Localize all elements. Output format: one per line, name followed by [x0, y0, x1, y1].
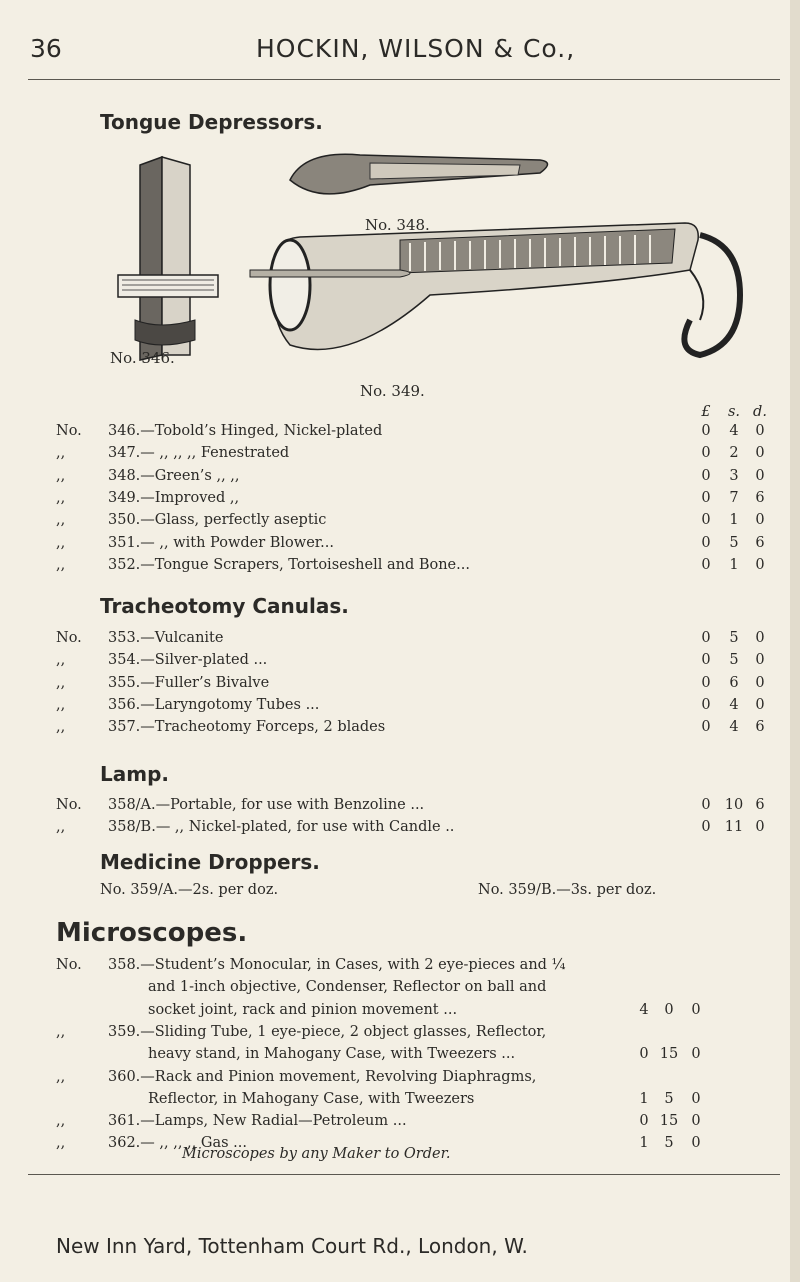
microscope-line: and 1-inch objective, Condenser, Reflector on ball and	[148, 979, 547, 996]
item-description: 349.—Improved ,,	[108, 489, 240, 506]
item-description: 357.—Tracheotomy Forceps, 2 blades	[108, 719, 386, 736]
list-item	[56, 719, 780, 741]
no-349-illustration	[250, 223, 740, 355]
item-prefix: ,,	[56, 1068, 66, 1085]
price-shillings: 1	[729, 556, 739, 573]
fig-label-348: No. 348.	[365, 216, 430, 234]
list-item	[56, 697, 780, 719]
item-description: 352.—Tongue Scrapers, Tortoiseshell and Bone...	[108, 556, 470, 573]
item-prefix: ,,	[56, 696, 66, 713]
item-description: 347.— ,, ,, ,, Fenestrated	[108, 445, 290, 462]
price-pounds: 0	[701, 489, 711, 506]
list-item	[56, 445, 780, 467]
microscope-line: heavy stand, in Mahogany Case, with Tweezers ...	[148, 1046, 516, 1063]
item-description: 346.—Tobold’s Hinged, Nickel-plated	[108, 423, 383, 439]
item-description: 351.— ,, with Powder Blower...	[108, 534, 334, 551]
item-prefix: ,,	[56, 512, 66, 529]
price-shillings: 4	[729, 696, 739, 713]
item-prefix: No.	[56, 797, 82, 813]
tongue-depressor-illustrations	[100, 145, 790, 385]
price-pounds: 0	[701, 674, 711, 691]
price-pence: 0	[691, 1135, 701, 1152]
fig-label-349: No. 349.	[360, 382, 425, 400]
item-prefix: ,,	[56, 719, 66, 736]
price-pence: 0	[691, 1113, 701, 1130]
microscopes-note: Microscopes by any Maker to Order.	[182, 1146, 451, 1162]
price-pence: 0	[755, 819, 765, 836]
pounds-symbol: £	[701, 404, 711, 420]
pence-symbol: d.	[753, 404, 767, 420]
price-pence: 0	[755, 512, 765, 529]
footer-rule	[28, 1174, 780, 1175]
price-pounds: 1	[639, 1090, 649, 1107]
price-pence: 6	[755, 489, 765, 506]
microscope-line: socket joint, rack and pinion movement ...	[148, 1001, 458, 1018]
price-pounds: 0	[701, 719, 711, 736]
price-pounds: 0	[639, 1113, 649, 1130]
item-description: 358/B.— ,, Nickel-plated, for use with Candle ..	[108, 819, 455, 836]
price-shillings: 1	[729, 512, 739, 529]
price-shillings: 10	[724, 797, 744, 813]
item-prefix: ,,	[56, 534, 66, 551]
price-pounds: 0	[701, 512, 711, 529]
item-prefix: ,,	[56, 1113, 66, 1130]
list-item	[56, 535, 780, 557]
price-shillings: 5	[664, 1090, 674, 1107]
microscope-line: 359.—Sliding Tube, 1 eye-piece, 2 object glasses, Reflector,	[108, 1023, 547, 1040]
microscope-line: 362.— ,, ,, ,, Gas ...	[108, 1135, 247, 1152]
item-prefix: ,,	[56, 819, 66, 836]
list-item	[56, 512, 780, 534]
item-prefix: ,,	[56, 652, 66, 669]
no-346-illustration	[118, 157, 218, 360]
price-pounds: 0	[701, 696, 711, 713]
item-prefix: ,,	[56, 674, 66, 691]
price-pence: 6	[755, 534, 765, 551]
list-item	[56, 423, 780, 445]
price-pounds: 0	[701, 819, 711, 836]
item-prefix: ,,	[56, 467, 66, 484]
price-pounds: 0	[701, 556, 711, 573]
price-shillings: 5	[664, 1135, 674, 1152]
price-pence: 0	[755, 674, 765, 691]
price-shillings: 4	[729, 423, 739, 439]
price-pounds: 0	[701, 797, 711, 813]
item-description: 358/A.—Portable, for use with Benzoline ...	[108, 797, 425, 813]
list-item	[56, 797, 780, 819]
price-pence: 0	[691, 1046, 701, 1063]
price-pounds: 0	[701, 652, 711, 669]
microscope-line: 360.—Rack and Pinion movement, Revolving Diaphragms,	[108, 1068, 537, 1085]
price-shillings: 3	[729, 467, 739, 484]
price-pence: 0	[755, 696, 765, 713]
microscope-line: Reflector, in Mahogany Case, with Tweezers	[148, 1090, 475, 1107]
fig-label-346: No. 346.	[110, 349, 175, 367]
price-pence: 6	[755, 797, 765, 813]
price-shillings: 15	[659, 1113, 679, 1130]
price-pounds: 1	[639, 1135, 649, 1152]
price-shillings: 5	[729, 534, 739, 551]
price-pence: 0	[755, 652, 765, 669]
price-shillings: 5	[729, 630, 739, 646]
item-prefix: ,,	[56, 1135, 66, 1152]
item-prefix: No.	[56, 423, 82, 439]
page-number: 36	[30, 34, 62, 63]
price-pence: 0	[755, 467, 765, 484]
list-item	[56, 468, 780, 490]
price-shillings: 5	[729, 652, 739, 669]
tracheotomy-title: Tracheotomy Canulas.	[100, 594, 349, 618]
item-prefix: No.	[56, 957, 82, 973]
lamp-title: Lamp.	[100, 762, 169, 786]
list-item	[56, 819, 780, 841]
medicine-droppers-title: Medicine Droppers.	[100, 850, 320, 874]
item-prefix: ,,	[56, 556, 66, 573]
microscope-line: 361.—Lamps, New Radial—Petroleum ...	[108, 1113, 407, 1130]
item-description: 350.—Glass, perfectly aseptic	[108, 512, 327, 529]
item-prefix: ,,	[56, 1023, 66, 1040]
tongue-depressors-title: Tongue Depressors.	[100, 110, 323, 134]
price-shillings: 6	[729, 674, 739, 691]
microscope-line: 358.—Student’s Monocular, in Cases, with 2 eye-pieces and ¼	[108, 957, 566, 973]
item-description: 353.—Vulcanite	[108, 630, 224, 646]
firm-name: HOCKIN, WILSON & Co.,	[256, 34, 576, 63]
price-pence: 0	[755, 445, 765, 462]
price-pounds: 0	[701, 630, 711, 646]
item-description: 348.—Green’s ,, ,,	[108, 467, 240, 484]
item-prefix: ,,	[56, 489, 66, 506]
price-pence: 0	[755, 556, 765, 573]
price-shillings: 15	[659, 1046, 679, 1063]
list-item	[56, 652, 780, 674]
no-348-illustration	[290, 154, 548, 194]
price-pounds: 0	[701, 467, 711, 484]
microscopes-title: Microscopes.	[56, 918, 248, 948]
shillings-symbol: s.	[727, 404, 741, 420]
header-rule	[28, 79, 780, 80]
price-pounds: 0	[639, 1046, 649, 1063]
price-pounds: 0	[701, 534, 711, 551]
list-item	[56, 490, 780, 512]
item-prefix: No.	[56, 630, 82, 646]
price-pence: 6	[755, 719, 765, 736]
footer-address: New Inn Yard, Tottenham Court Rd., London, W.	[56, 1234, 528, 1258]
price-pence: 0	[691, 1090, 701, 1107]
price-shillings: 11	[724, 819, 744, 836]
price-pounds: 4	[639, 1001, 649, 1018]
dropper-359a: No. 359/A.—2s. per doz.	[100, 882, 279, 898]
page-edge	[790, 0, 800, 1282]
price-shillings: 4	[729, 719, 739, 736]
item-prefix: ,,	[56, 445, 66, 462]
dropper-359b: No. 359/B.—3s. per doz.	[478, 882, 657, 898]
price-pounds: 0	[701, 445, 711, 462]
price-pence: 0	[755, 423, 765, 439]
list-item	[56, 630, 780, 652]
item-description: 356.—Laryngotomy Tubes ...	[108, 696, 320, 713]
list-item	[56, 557, 780, 579]
item-description: 354.—Silver-plated ...	[108, 652, 268, 669]
price-pence: 0	[755, 630, 765, 646]
price-shillings: 7	[729, 489, 739, 506]
price-pounds: 0	[701, 423, 711, 439]
price-shillings: 0	[664, 1001, 674, 1018]
list-item	[56, 675, 780, 697]
item-description: 355.—Fuller’s Bivalve	[108, 674, 270, 691]
price-pence: 0	[691, 1001, 701, 1018]
price-shillings: 2	[729, 445, 739, 462]
